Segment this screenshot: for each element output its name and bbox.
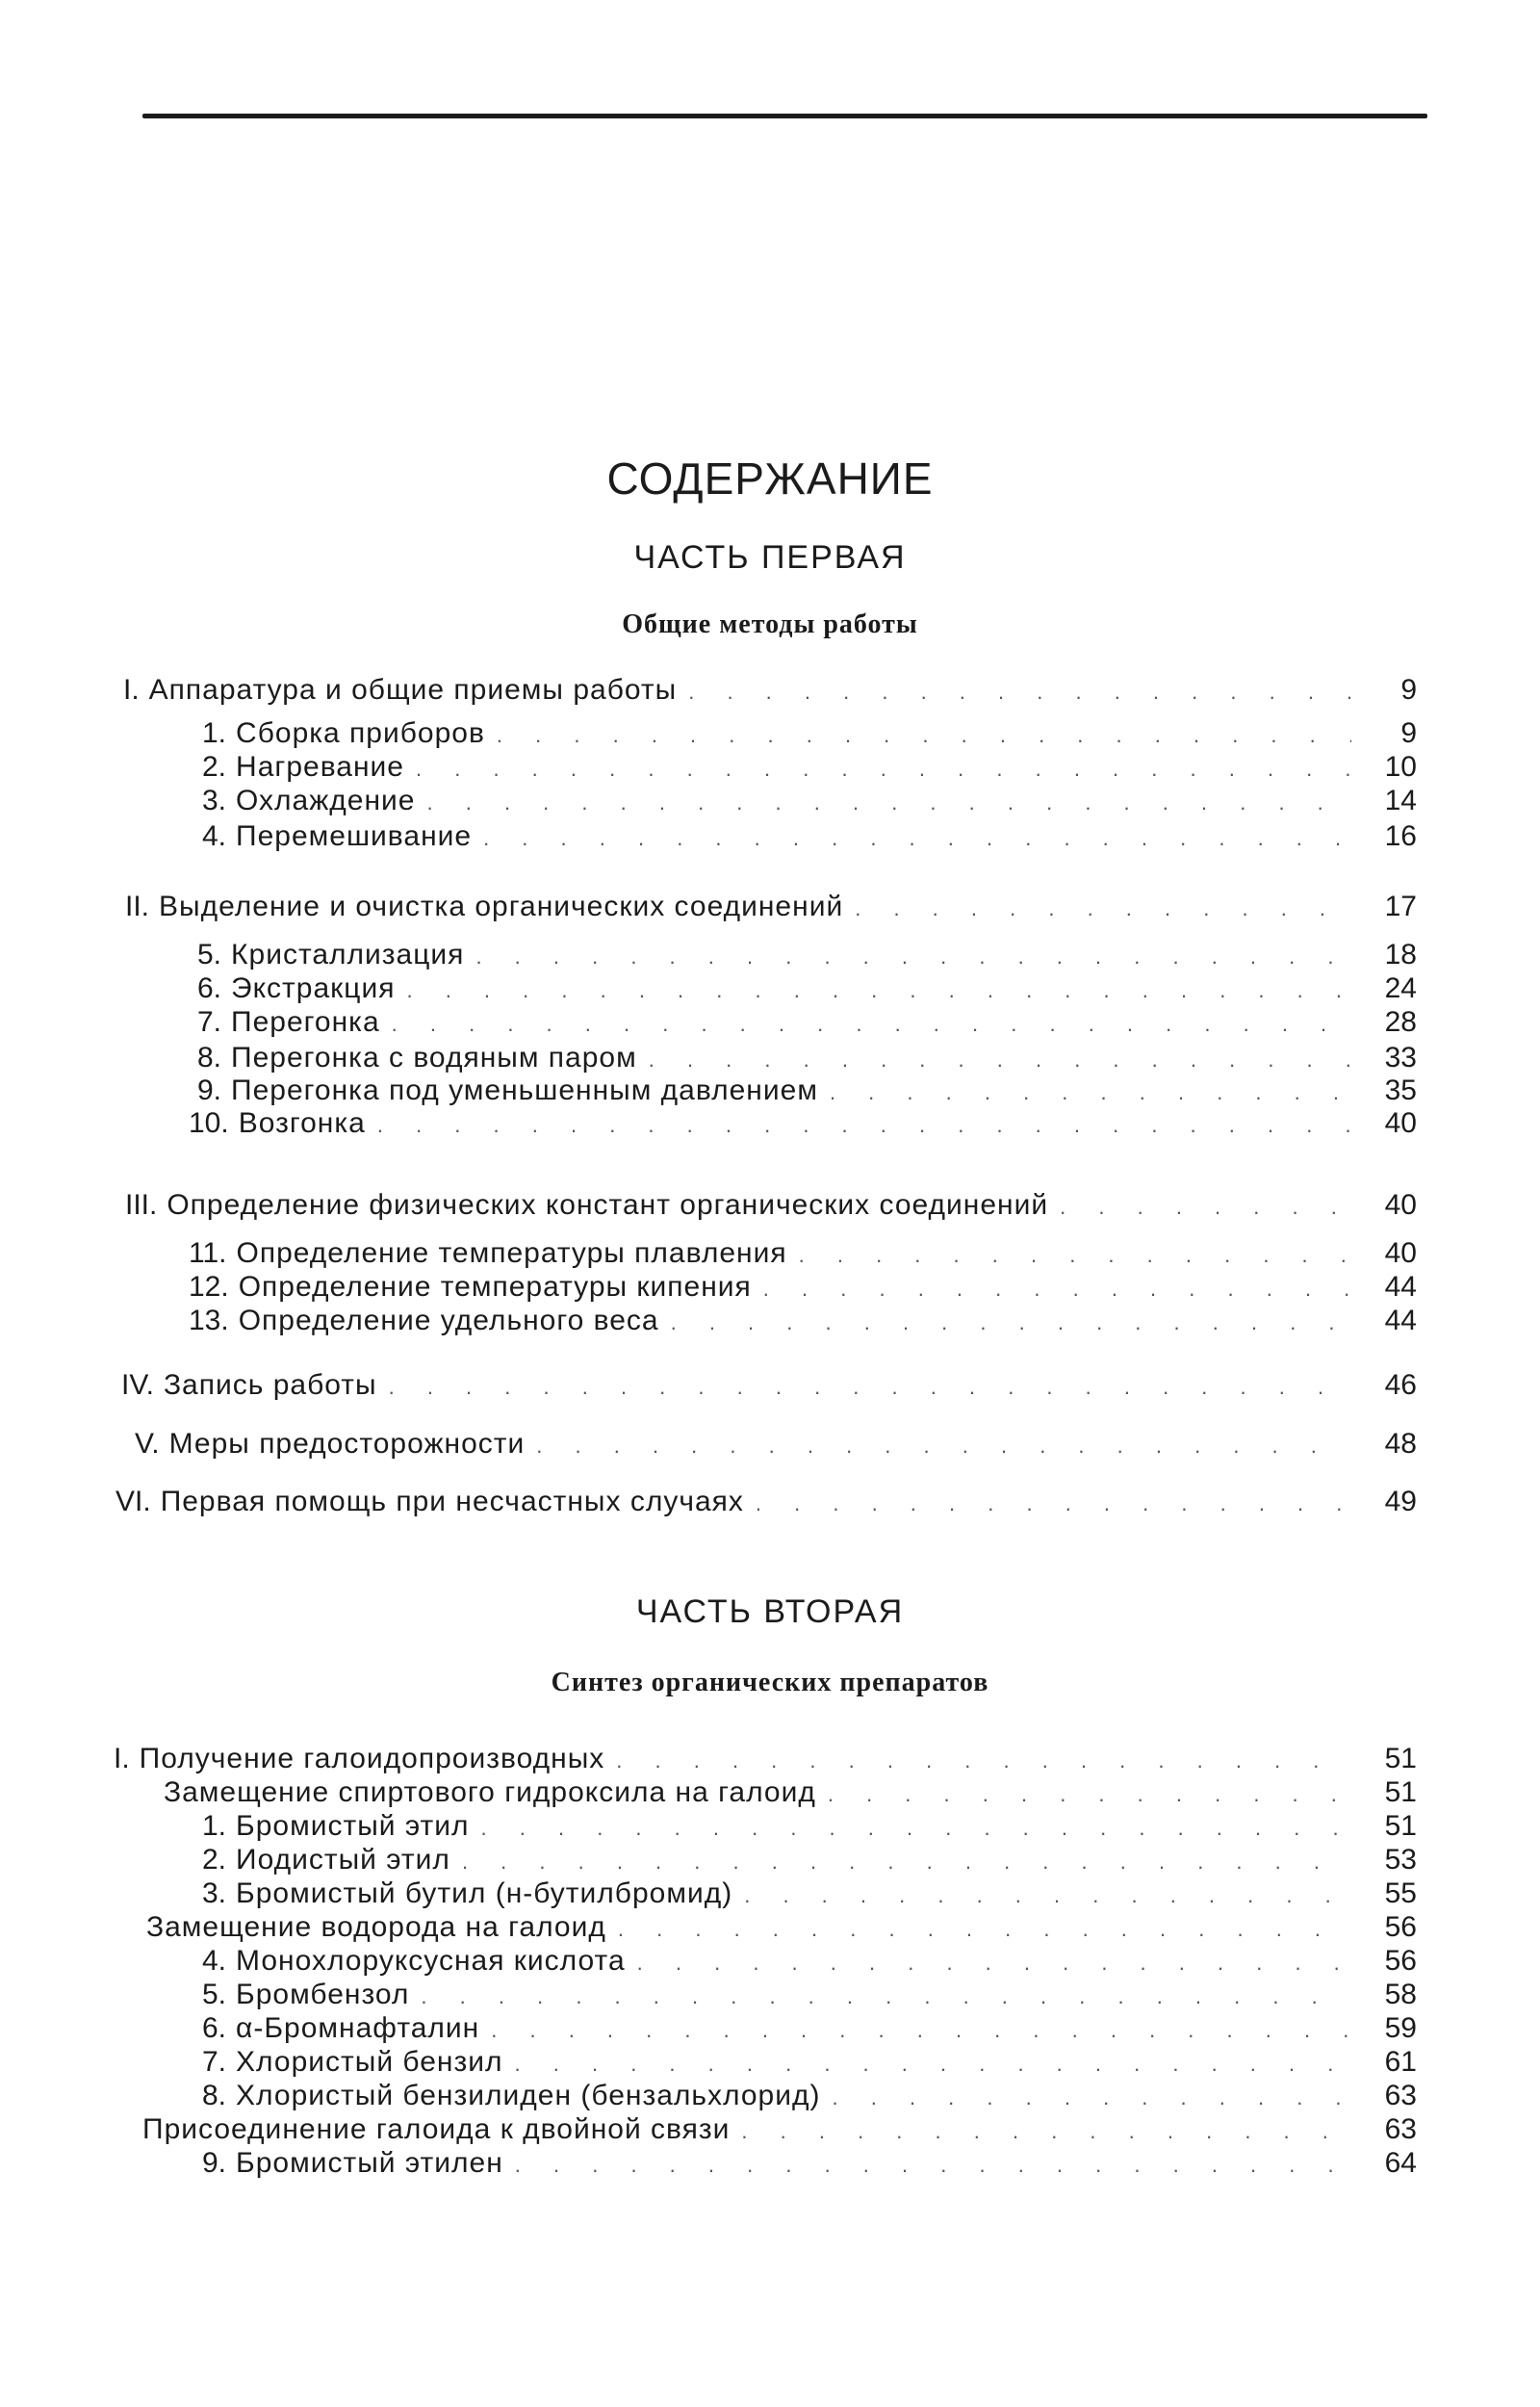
toc-entry-number: 11. (189, 1237, 227, 1269)
toc-entry-page: 40 (1384, 1107, 1417, 1139)
toc-entry-number: 3. (202, 785, 227, 816)
toc-entry-number: 1. (202, 717, 227, 749)
toc-entry-number: 8. (202, 2080, 227, 2111)
toc-entry-label: Замещение спиртового гидроксила на галоид (164, 1776, 816, 1808)
toc-entry (116, 1486, 1417, 1520)
toc-entry-label: Сборка приборов (236, 717, 485, 749)
toc-entry-label: Охлаждение (236, 785, 416, 816)
toc-entry-page: 44 (1384, 1305, 1417, 1336)
dot-leader (618, 1913, 1351, 1946)
toc-entry-number: V. (135, 1428, 160, 1460)
dot-leader (616, 1745, 1351, 1777)
toc-entry (135, 1428, 1417, 1462)
toc-entry-page: 28 (1384, 1006, 1417, 1038)
dot-leader (744, 1879, 1351, 1912)
toc-entry (202, 785, 1417, 819)
toc-entry (202, 2080, 1417, 2114)
toc-entry-page: 24 (1384, 972, 1417, 1004)
dot-leader (462, 1846, 1351, 1878)
toc-entry-page: 33 (1384, 1042, 1417, 1074)
toc-entry (164, 1776, 1417, 1811)
toc-entry-number: 3. (202, 1877, 227, 1909)
toc-entry (202, 1810, 1417, 1845)
toc-entry-page: 16 (1384, 820, 1417, 852)
toc-entry (202, 1979, 1417, 2013)
toc-entry-number: 1. (202, 1810, 227, 1842)
dot-leader (421, 1980, 1351, 2013)
toc-entry-page: 51 (1384, 1776, 1417, 1808)
toc-entry-number: 2. (202, 751, 227, 783)
toc-entry-number: 6. (202, 2012, 227, 2044)
toc-entry-number: 13. (189, 1305, 229, 1336)
toc-entry-label: Хлористый бензил (236, 2046, 503, 2078)
toc-entry-page: 55 (1384, 1877, 1417, 1909)
toc-entry-page: 51 (1384, 1743, 1417, 1774)
dot-leader (828, 1778, 1351, 1811)
dot-leader (833, 2082, 1352, 2114)
dot-leader (855, 893, 1351, 925)
toc-entry-number: III. (125, 1189, 158, 1221)
toc-entry-page: 18 (1384, 939, 1417, 971)
toc-entry-label: Иодистый этил (236, 1844, 450, 1876)
toc-entry-page: 40 (1384, 1189, 1417, 1221)
toc-entry-label: Первая помощь при несчастных случаях (160, 1486, 744, 1517)
toc-entry-number: 12. (189, 1271, 229, 1303)
toc-entry-number: 7. (202, 2046, 227, 2078)
dot-leader (688, 676, 1351, 709)
toc-entry-page: 56 (1384, 1911, 1417, 1943)
part-1-title: ЧАСТЬ ПЕРВАЯ (633, 539, 907, 576)
dot-leader (1060, 1191, 1351, 1224)
toc-entry-label: Перегонка под уменьшенным давлением (231, 1074, 818, 1106)
dot-leader (392, 1008, 1351, 1041)
toc-entry-number: 5. (202, 1979, 227, 2010)
toc-entry (202, 1877, 1417, 1912)
toc-entry (121, 1369, 1417, 1404)
toc-entry-label: Бромистый бутил (н-бутилбромид) (236, 1877, 733, 1909)
dot-leader (497, 719, 1351, 752)
toc-entry-page: 51 (1384, 1810, 1417, 1842)
toc-entry-page: 48 (1384, 1428, 1417, 1460)
toc-entry (197, 1074, 1417, 1109)
toc-entry-page: 10 (1384, 751, 1417, 783)
toc-entry (202, 2012, 1417, 2047)
toc-entry-page: 58 (1384, 1979, 1417, 2010)
toc-entry-label: Аппаратура и общие приемы работы (148, 674, 678, 706)
toc-entry-number: 5. (197, 939, 222, 971)
dot-leader (649, 1044, 1351, 1076)
toc-entry (189, 1107, 1417, 1142)
toc-entry-page: 59 (1384, 2012, 1417, 2044)
toc-entry (197, 1006, 1417, 1041)
toc-entry-page: 64 (1384, 2147, 1417, 2179)
toc-entry-label: Возгонка (238, 1107, 366, 1139)
toc-entry-label: Определение температуры кипения (238, 1271, 752, 1303)
toc-entry-number: 10. (189, 1107, 229, 1139)
toc-entry-label: Бромистый этил (236, 1810, 470, 1842)
toc-entry-number: I. (123, 674, 140, 706)
toc-entry (202, 1844, 1417, 1878)
toc-entry (189, 1271, 1417, 1306)
toc-entry (202, 751, 1417, 786)
toc-entry (197, 972, 1417, 1007)
top-rule (142, 114, 1427, 118)
toc-entry-page: 9 (1400, 674, 1417, 706)
toc-entry (197, 939, 1417, 973)
dot-leader (475, 941, 1351, 973)
toc-entry-label: Перегонка с водяным паром (231, 1042, 637, 1074)
dot-leader (515, 2149, 1351, 2182)
page-title: СОДЕРЖАНИЕ (606, 453, 934, 504)
toc-entry-page: 40 (1384, 1237, 1417, 1269)
dot-leader (389, 1371, 1351, 1404)
dot-leader (637, 1947, 1351, 1980)
part-1-subtitle: Общие методы работы (622, 609, 918, 639)
part-2-title: ЧАСТЬ ВТОРАЯ (635, 1593, 905, 1630)
toc-entry (125, 891, 1417, 925)
toc-entry-page: 35 (1384, 1074, 1417, 1106)
dot-leader (427, 787, 1352, 819)
dot-leader (515, 2048, 1351, 2081)
toc-entry-label: Присоединение галоида к двойной связи (142, 2113, 731, 2145)
toc-entry-label: Меры предосторожности (168, 1428, 526, 1460)
toc-entry (189, 1237, 1417, 1272)
toc-entry-page: 56 (1384, 1945, 1417, 1977)
toc-entry (142, 2113, 1417, 2148)
toc-entry-number: VI. (116, 1486, 151, 1517)
toc-entry (202, 2046, 1417, 2081)
dot-leader (481, 1812, 1351, 1845)
toc-entry-number: 7. (197, 1006, 222, 1038)
toc-entry-number: 4. (202, 820, 227, 852)
toc-entry-number: I. (114, 1743, 130, 1774)
toc-entry-label: Запись работы (163, 1369, 377, 1401)
toc-entry-number: II. (125, 891, 150, 922)
toc-entry-label: Кристаллизация (231, 939, 465, 971)
dot-leader (756, 1488, 1351, 1520)
dot-leader (763, 1273, 1351, 1306)
dot-leader (377, 1109, 1351, 1142)
toc-entry-page: 63 (1384, 2080, 1417, 2111)
toc-entry-number: 2. (202, 1844, 227, 1876)
toc-entry-label: Нагревание (236, 751, 404, 783)
toc-entry-number: 9. (202, 2147, 227, 2179)
toc-entry-page: 53 (1384, 1844, 1417, 1876)
toc-entry-page: 14 (1384, 785, 1417, 816)
dot-leader (830, 1076, 1351, 1109)
toc-entry (202, 820, 1417, 855)
dot-leader (416, 753, 1351, 786)
dot-leader (671, 1307, 1351, 1339)
toc-entry-page: 46 (1384, 1369, 1417, 1401)
toc-entry-label: Выделение и очистка органических соединений (159, 891, 844, 922)
dot-leader (406, 974, 1351, 1007)
toc-entry (202, 2147, 1417, 2182)
toc-entry-page: 44 (1384, 1271, 1417, 1303)
toc-entry-label: Экстракция (231, 972, 396, 1004)
toc-entry (189, 1305, 1417, 1339)
dot-leader (741, 2115, 1351, 2148)
dot-leader (799, 1239, 1351, 1272)
toc-entry-page: 49 (1384, 1486, 1417, 1517)
toc-entry (123, 674, 1417, 709)
toc-entry-label: Замещение водорода на галоид (146, 1911, 606, 1943)
toc-entry-page: 63 (1384, 2113, 1417, 2145)
toc-entry (146, 1911, 1417, 1946)
part-2-subtitle: Синтез органических препаратов (551, 1668, 989, 1697)
toc-entry-number: IV. (121, 1369, 154, 1401)
toc-entry-label: α-Бромнафталин (236, 2012, 480, 2044)
dot-leader (483, 822, 1351, 855)
toc-entry-page: 61 (1384, 2046, 1417, 2078)
toc-entry (197, 1042, 1417, 1076)
toc-entry (202, 1945, 1417, 1980)
toc-entry-page: 17 (1384, 891, 1417, 922)
toc-entry-label: Бромистый этилен (236, 2147, 503, 2179)
toc-entry (114, 1743, 1417, 1777)
dot-leader (536, 1430, 1351, 1462)
toc-entry-number: 9. (197, 1074, 222, 1106)
toc-entry-number: 8. (197, 1042, 222, 1074)
toc-entry-label: Определение температуры плавления (236, 1237, 787, 1269)
toc-entry-label: Определение физических констант органических соединений (167, 1189, 1049, 1221)
toc-entry (125, 1189, 1417, 1224)
toc-entry-number: 4. (202, 1945, 227, 1977)
toc-entry-label: Монохлоруксусная кислота (236, 1945, 626, 1977)
toc-entry-label: Определение удельного веса (238, 1305, 659, 1336)
toc-entry-label: Хлористый бензилиден (бензальхлорид) (236, 2080, 821, 2111)
toc-entry-label: Бромбензол (236, 1979, 410, 2010)
toc-entry (202, 717, 1417, 752)
dot-leader (491, 2014, 1351, 2047)
toc-entry-number: 6. (197, 972, 222, 1004)
toc-entry-page: 9 (1400, 717, 1417, 749)
toc-entry-label: Перегонка (231, 1006, 380, 1038)
toc-entry-label: Перемешивание (236, 820, 473, 852)
toc-entry-label: Получение галоидопроизводных (139, 1743, 605, 1774)
